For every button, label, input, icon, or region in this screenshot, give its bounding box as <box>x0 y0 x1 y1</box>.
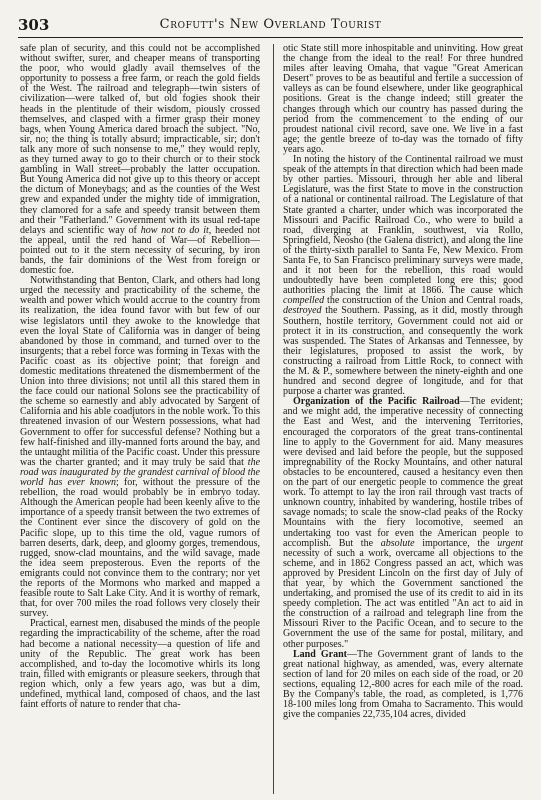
paragraph-text: —The Government grant of lands to the great national highway, as amended, was, every alternate section of land for 20 miles on each side of the road, or 20 sections, equaling 12,-800 acres for each mile of the road. By the Company's table, the road, as completed, is 1,776 18-100 miles long from Omaha to Sacramento. This would give the companies 22,735,104 acres, divided <box>283 648 523 721</box>
italic-text: destroyed <box>283 305 322 317</box>
paragraph-text: Notwithstanding that Benton, Clark, and others had long urged the necessity and practicability of the scheme, the wealth and power which would accrue to the country from its realization, the idea found favor with but few of our wise legislators until they awoke to the knowledge that even the loyal State of California was in danger of being abandoned by those in command, and turned over to the insurgents; that a rebel force was forming in Texas with the Pacific coast as its objective point; that foreign and domestic meditations threatened the dismemberment of the Union into three divisions; not until all this stared them in the face could our national Solons see the practicability of the scheme so earnestly and ably advocated by Sargent of California and his able coadjutors in the noble work. To this threatened invasion of our Western possessions, what had Government to offer for successful defense? Nothing but a few half-finished and illy-manned forts around the bay, and the untaught militia of the Pacific coast. Under this pressure was the charter granted; and it may truly be said that <box>20 275 260 468</box>
page-header <box>18 16 523 36</box>
paragraph <box>20 276 260 619</box>
paragraph-text: —The evident; and we might add, the imperative necessity of connecting the East and West, and the intervening Territories, encouraged the corporators of the great trans-continental line to apply to the Government for aid. Many measures were devised and laid before the people, but the supposed impregnability of the Rocky Mountains, and other natural obstacles to be encountered, caused a hesitancy even then on the part of our energetic people to commence the great work. To attempt to lay the iron rail through vast tracts of unknown country, inhabited by wandering, hostile tribes of savage nomads; to scale the snow-clad peaks of the Rocky Mountains with the fiery locomotive, seemed an undertaking too vast for even the American people to accomplish. But the <box>283 396 523 549</box>
paragraph-text: In noting the history of the Continental railroad we must speak of the attempts in that direction which had been made by other parties. Missouri, through her able and liberal Legislature, was the first State to move in the construction of a national or continental railroad. The Legislature of that State granted a charter, under which was incorporated the Missouri and Pacific Railroad Co., who were to build a road, diverging at Franklin, southwest, via Rollo, Springfield, Neosho (the Galena district), and along the line of the thirty-sixth parallel to Santa Fe, New Mexico. From Santa Fe, to San Francisco preliminary surveys were made, and it not been for the rebellion, this road would undoubtedly have been completed long ere this; good authorities placing the limit at 1866. The cause which <box>283 154 523 297</box>
section-heading: Land Grant <box>293 648 347 660</box>
paragraph-text: , heeded not the appeal, until the red hand of War—of Rebellion—pointed out to it the stern necessity of securing, by iron bands, the fair dominions of the West from foreign or domestic foe. <box>20 224 260 277</box>
italic-text: the road was inaugurated by the grandest carnival of blood the world has ever known <box>20 456 260 489</box>
italic-text: absolute <box>380 537 415 549</box>
italic-text: how not to do it <box>140 224 209 236</box>
section-heading: Organization of the Pacific Railroad <box>293 396 460 408</box>
italic-text: urgent <box>497 537 523 549</box>
paragraph <box>20 44 260 276</box>
running-title: Crofutt's New Overland Tourist <box>159 17 382 32</box>
left-column <box>20 44 260 794</box>
paragraph: otic State still more inhospitable and uninviting. How great the change from the ideal to the real! For three hundred miles after leaving Omaha, that vague "Great American Desert" proves to be as beautiful and fertile a succession of valleys as can be found elsewhere, under like geographical positions. Great is the change indeed; still greater the changes through which our country has passed during the period from the commencement to the ending of our proudest national civil record, save one. We live in a fast age; the gentle breeze of to-day was the tornado of fifty years ago. <box>283 44 523 155</box>
paragraph-text: ; for, without the pressure of the rebellion, the road would probably be in embryo today. Although the American people had been keenly alive to the importance of a speedy transit between the two extremes of the Continent ever since the discovery of gold on the Pacific slope, up to this time the old, vague rumors of barren deserts, dark, deep, and gloomy gorges, tremendous, rugged, snow-clad mountains, and the wild savage, made the idea seem preposterous. Even the reports of the emigrants could not convince them to the contrary; nor yet the reports of the Mormons who marked and mapped a feasible route to Salt Lake City. And it is worthy of remark, that, for over 700 miles the road follows very closely their survey. <box>20 477 260 620</box>
paragraph-text: necessity of such a work, overcame all objections to the scheme, and in 1862 Congress passed an act, which was approved by President Lincoln on the first day of July of that year, by which the Government sanctioned the undertaking, and promised the use of its credit to aid in its speedy completion. The act was entitled "An act to aid in the construction of a railroad and telegraph line from the Missouri River to the Pacific Ocean, and to secure to the Government the use of the same for postal, military, and other purposes." <box>283 547 523 650</box>
right-column <box>283 44 523 794</box>
paragraph-text: safe plan of security, and this could not be accomplished without swifter, surer, and cheaper means of transporting the poor, who would gladly avail themselves of the opportunity to possess a free farm, or reach the gold fields of the West. The railroad and telegraph—twin sisters of civilization—were talked of, but old fogies shook their heads in the plentitude of their wisdom, piously crossed themselves, and clasped with a firmer grasp their money bags, when Young America dared broach the subject. "No, sir, no; the thing is totally absurd; impracticable, sir; don't talk any more of such nonsense to me," they would reply, as they turned away to go to their church or to their stock gambling in Wall street—probably the latter occupation. But Young America did not give up to this theory or accept the dictum of Moneybags; and as the counties of the West grew and expanded under the mighty tide of immigration, they clamored for a safe and speedy transit between them and their "Fatherland." Government with its usual red-tape delays and scientific way of <box>20 44 260 236</box>
column-divider <box>273 44 274 794</box>
paragraph: Practical, earnest men, disabused the minds of the people regarding the impracticability of the scheme, after the road had become a national necessity—a question of life and unity of the Republic. The great work has been accomplished, and to-day the locomotive whirls its long train, filled with emigrants or pleasure seekers, through that region which, only a few years ago, was but a dim, undefined, mythical land, composed of chaos, and the last faint efforts of nature to render that cha- <box>20 618 260 711</box>
paragraph-text: the construction of the Union and Central roads, <box>324 295 523 307</box>
paragraph <box>283 650 523 721</box>
paragraph-text: importance, the <box>414 537 498 549</box>
italic-text: compelled <box>283 295 325 307</box>
page-number: 303 <box>18 16 50 34</box>
paragraph-text: the Southern. Passing, as it did, mostly through Southern, hostile territory, Government could not aid or protect it in its construction, and consequently the work was suspended. The States of Arkansas and Tennessee, by their legislatures, proposed to assist the work, by constructing a railroad from Little Rock, to connect with the M. & P., somewhere between the ninety-eighth and one hundred and second degree of longitude, and for that purpose a charter was granted. <box>283 305 523 398</box>
paragraph <box>283 155 523 397</box>
paragraph <box>283 397 523 649</box>
header-rule <box>18 37 523 38</box>
